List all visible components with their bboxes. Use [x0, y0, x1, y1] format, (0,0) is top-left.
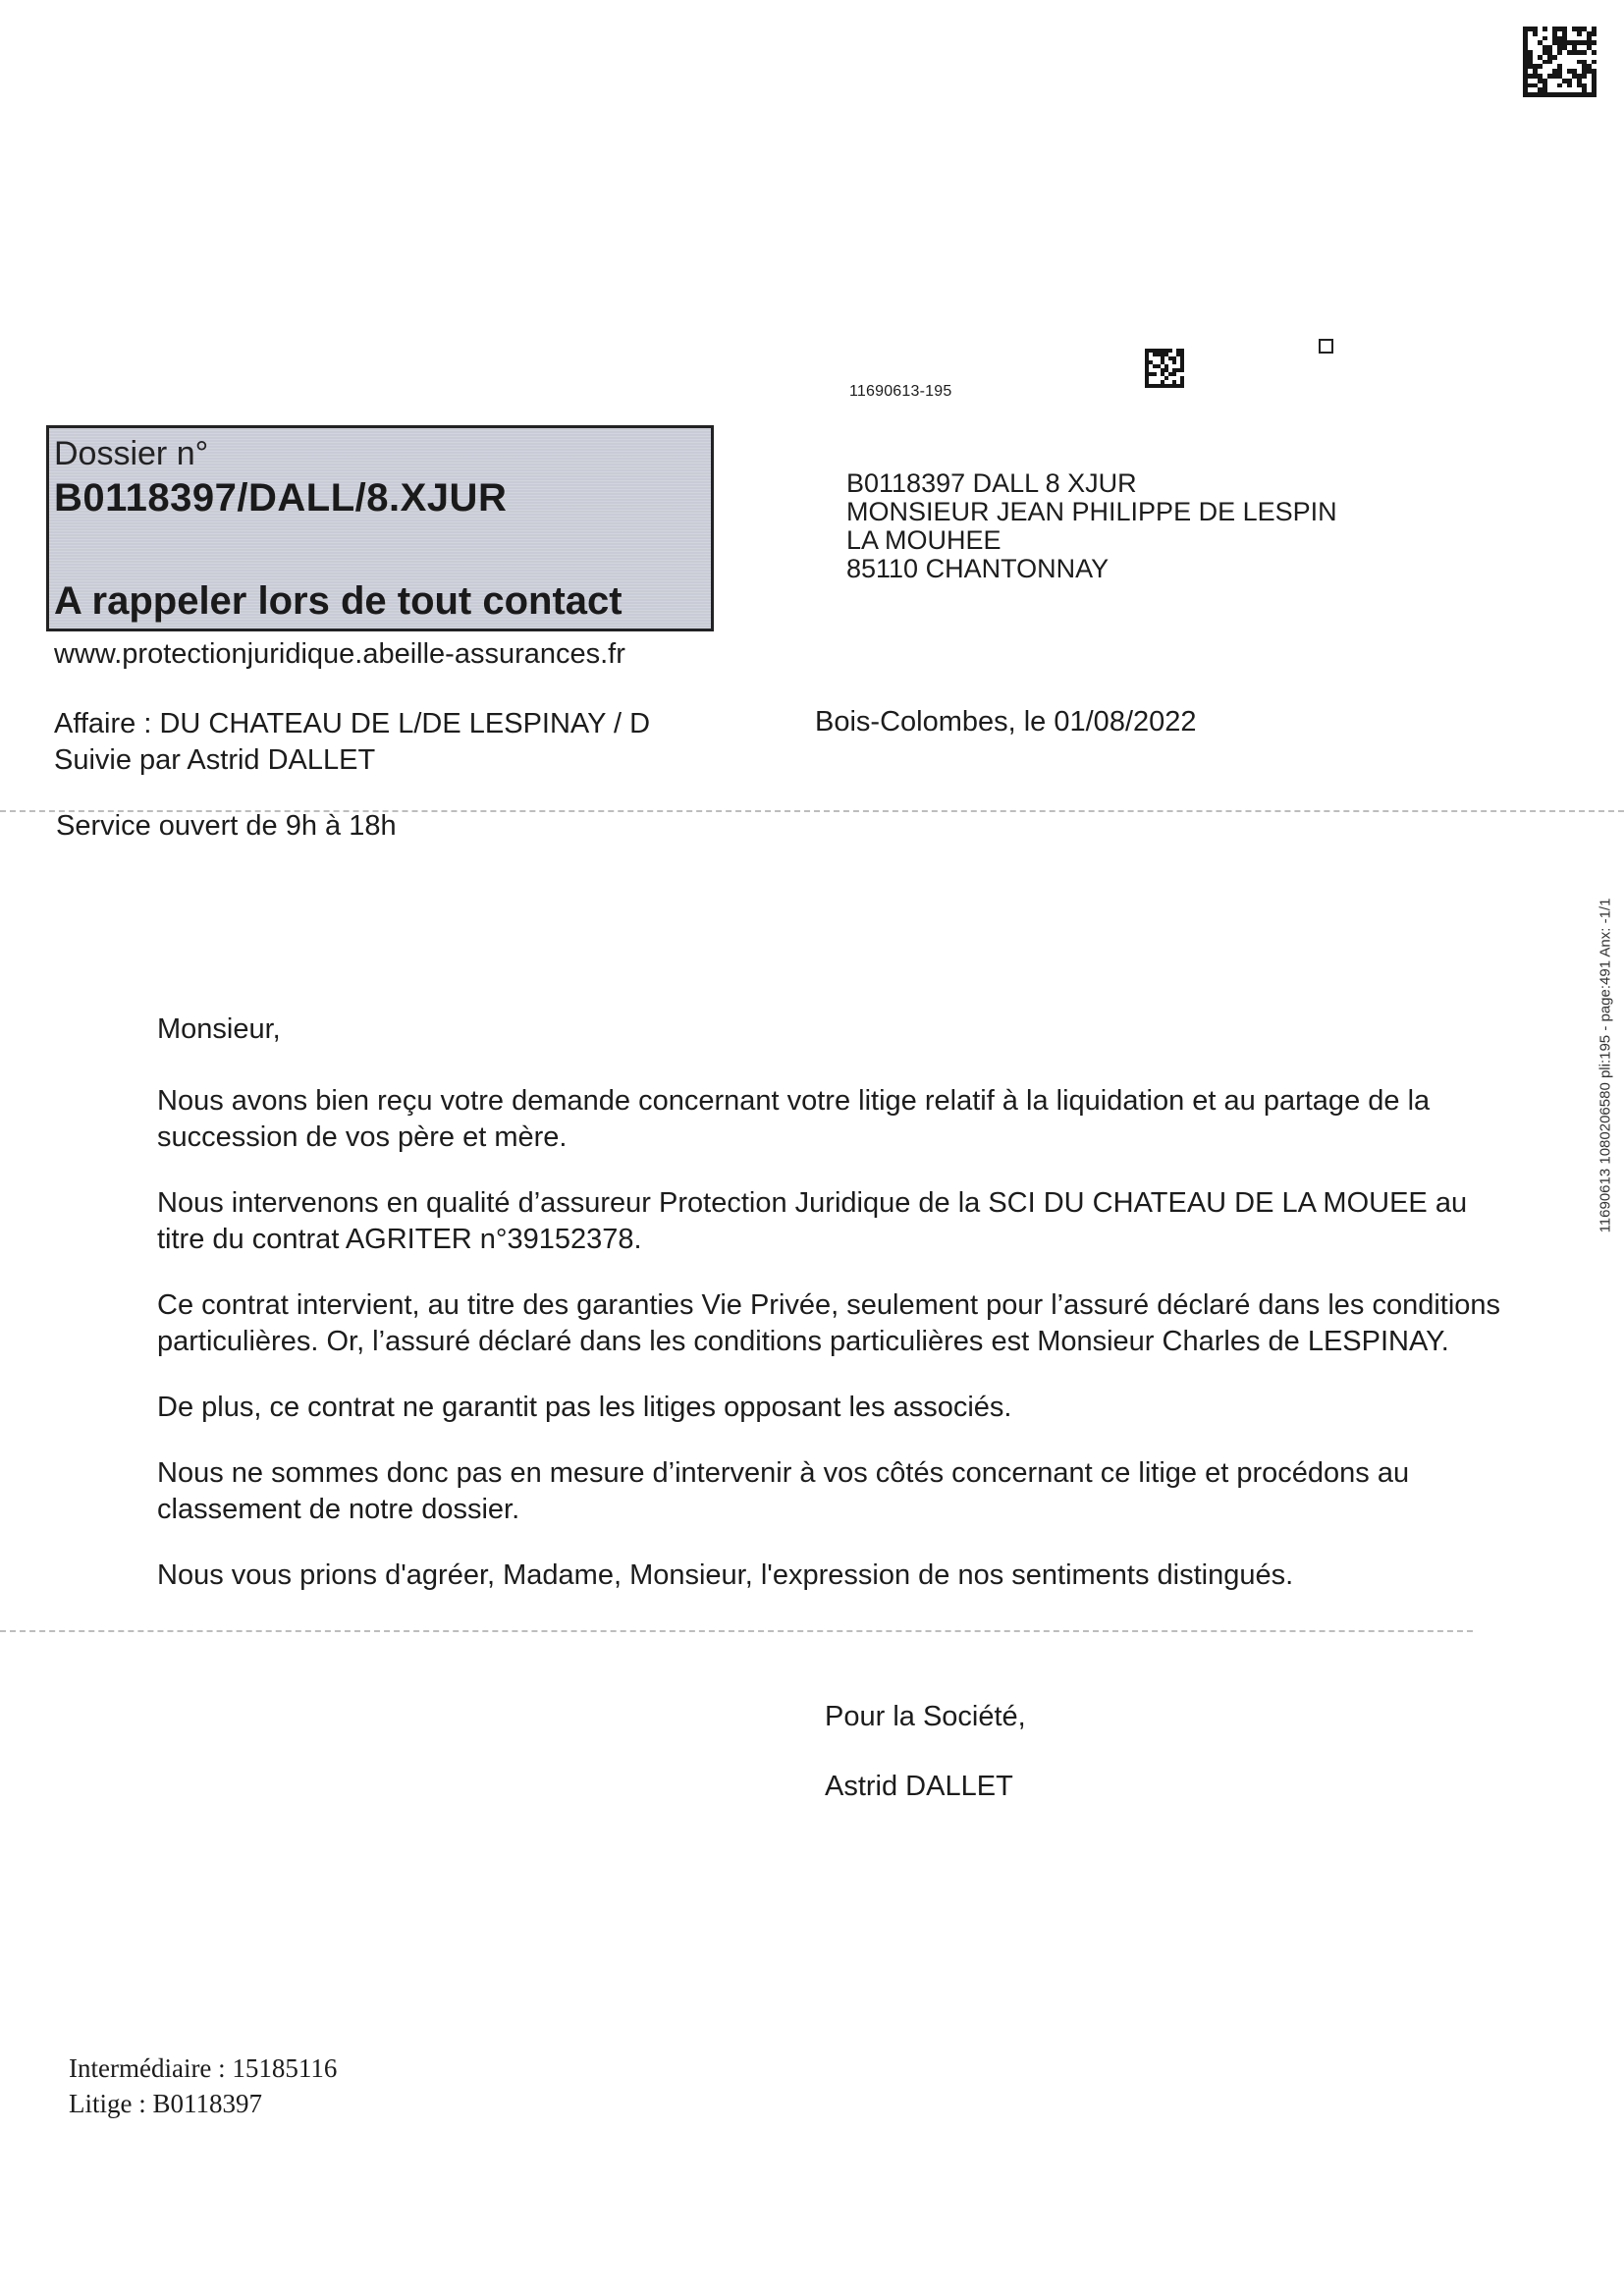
letter-paragraph: Ce contrat intervient, au titre des garanties Vie Privée, seulement pour l’assuré déclaré dans les conditions particulières. Or, l’assuré déclaré dans les conditions particulières est Monsieur Charles de LESPINAY.	[157, 1289, 1501, 1357]
dossier-recall-text: A rappeler lors de tout contact	[54, 579, 623, 623]
matrix-module	[1592, 92, 1597, 97]
letter-greeting: Monsieur,	[157, 1013, 281, 1045]
address-line: MONSIEUR JEAN PHILIPPE DE LESPIN	[846, 497, 1337, 526]
side-reference-text: 11690613 1080206580 pli:195 - page:491 Anx: -1/1	[1597, 898, 1614, 1233]
affaire-line: Affaire : DU CHATEAU DE L/DE LESPINAY / D	[54, 708, 651, 739]
address-line: B0118397 DALL 8 XJUR	[846, 468, 1137, 498]
empty-checkbox-icon	[1319, 339, 1333, 354]
service-hours: Service ouvert de 9h à 18h	[56, 810, 397, 842]
signature-name: Astrid DALLET	[825, 1771, 1013, 1802]
letter-paragraph: Nous intervenons en qualité d’assureur Protection Juridique de la SCI DU CHATEAU DE LA MOUEE au titre du contrat AGRITER n°39152378.	[157, 1187, 1468, 1255]
address-line: 85110 CHANTONNAY	[846, 554, 1110, 583]
recipient-address	[846, 469, 1337, 583]
signature-closing: Pour la Société,	[825, 1701, 1026, 1732]
dossier-label: Dossier n°	[54, 435, 209, 472]
letter-paragraph: Nous ne sommes donc pas en mesure d’intervenir à vos côtés concernant ce litige et procédons au classement de notre dossier.	[157, 1457, 1410, 1525]
signature-block	[825, 1701, 1026, 1840]
footer-litige: Litige : B0118397	[69, 2089, 262, 2118]
footer-block	[69, 2050, 337, 2121]
letter-body	[157, 1011, 1522, 1623]
scan-line-divider	[0, 1630, 1473, 1632]
footer-intermediaire: Intermédiaire : 15185116	[69, 2053, 338, 2083]
date-line: Bois-Colombes, le 01/08/2022	[815, 706, 1197, 738]
letter-paragraph: De plus, ce contrat ne garantit pas les litiges opposant les associés.	[157, 1392, 1012, 1423]
affaire-block	[54, 706, 650, 779]
matrix-module	[1180, 384, 1184, 388]
letter-paragraph: Nous vous prions d'agréer, Madame, Monsieur, l'expression de nos sentiments distingués.	[157, 1559, 1294, 1591]
followed-by-line: Suivie par Astrid DALLET	[54, 744, 376, 776]
website-link[interactable]: www.protectionjuridique.abeille-assurances.fr	[54, 638, 625, 670]
reference-number: 11690613-195	[849, 383, 952, 400]
dossier-number: B0118397/DALL/8.XJUR	[54, 476, 508, 519]
small-datamatrix-icon	[1145, 349, 1184, 388]
datamatrix-icon	[1523, 27, 1597, 97]
address-line: LA MOUHEE	[846, 525, 1001, 555]
letter-paragraph: Nous avons bien reçu votre demande concernant votre litige relatif à la liquidation et au partage de la succession de vos père et mère.	[157, 1085, 1431, 1153]
